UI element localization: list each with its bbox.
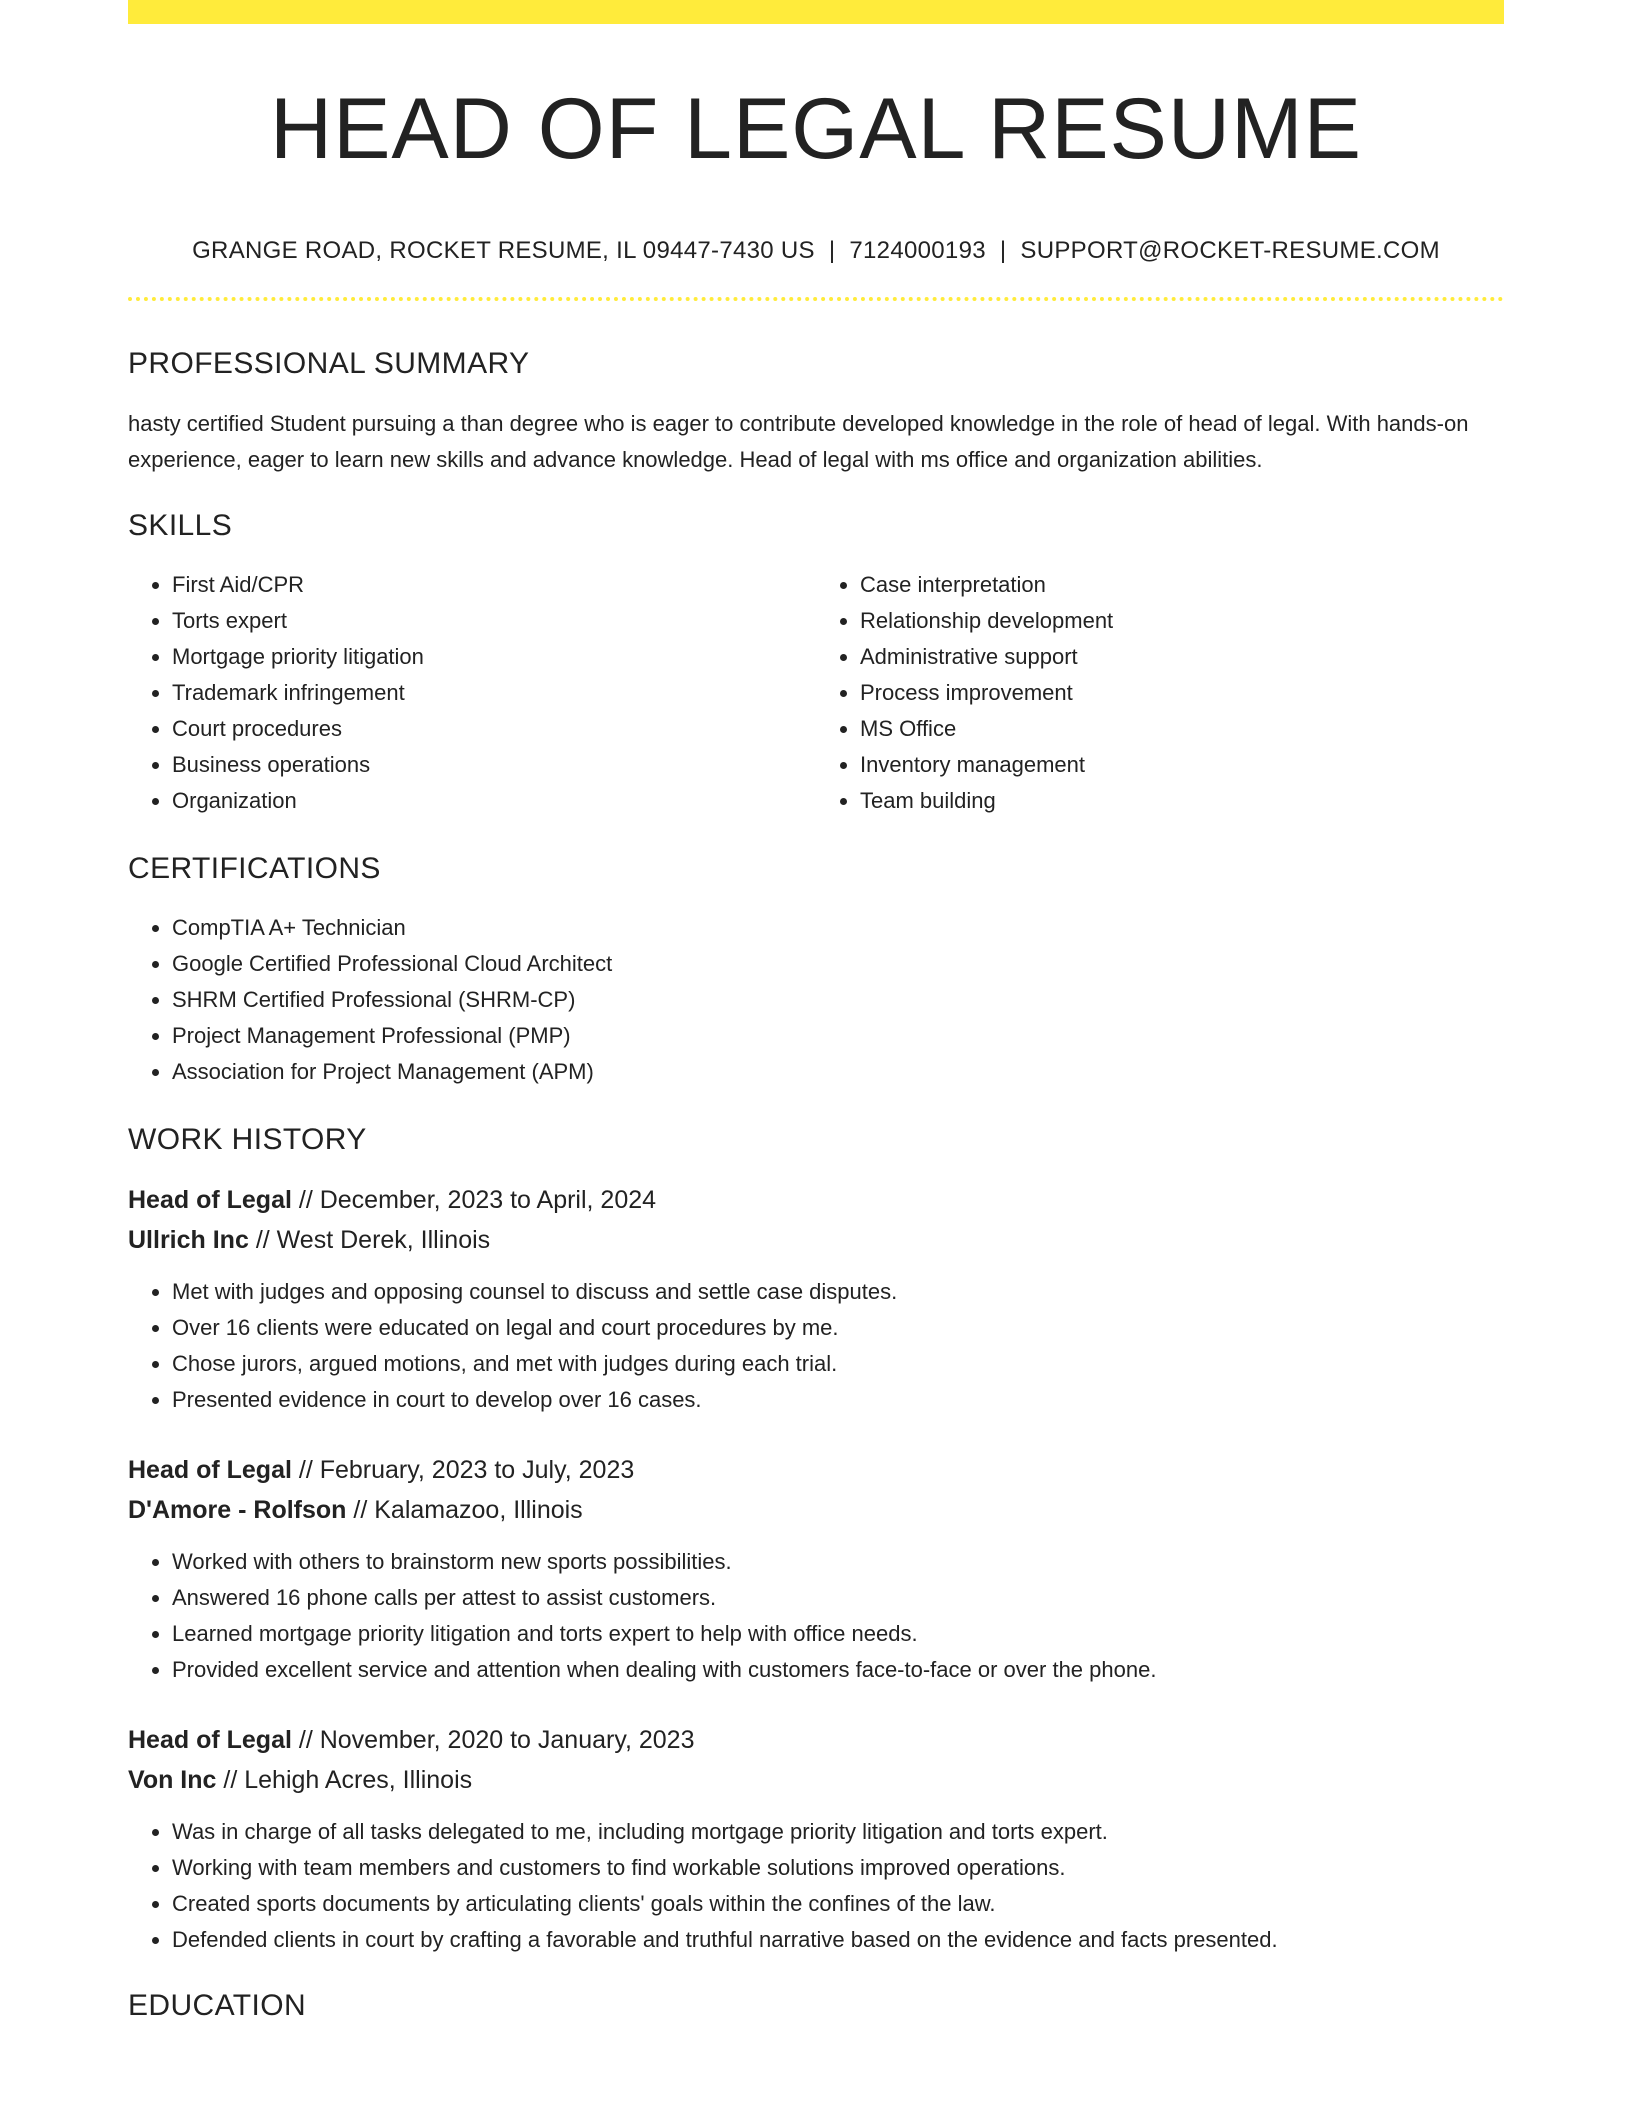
job-dates: // December, 2023 to April, 2024 [298, 1185, 657, 1214]
dotted-divider [128, 297, 1504, 301]
job-company: Von Inc [128, 1765, 217, 1794]
certification-item: • SHRM Certified Professional (SHRM-CP) [172, 982, 1504, 1018]
certifications-heading: CERTIFICATIONS [128, 851, 381, 885]
job-bullet: • Created sports documents by articulating clients' goals within the confines of the law. [172, 1886, 1504, 1922]
skills-left-list [128, 567, 816, 819]
job-bullet: • Met with judges and opposing counsel to discuss and settle case disputes. [172, 1274, 1504, 1310]
job-bullets [128, 1274, 1504, 1418]
skill-item: • Trademark infringement [172, 675, 816, 711]
work-history-section [128, 1122, 1504, 1958]
resume-title: HEAD OF LEGAL RESUME [269, 81, 1363, 177]
contact-separator: | [828, 236, 836, 264]
job-bullet: • Provided excellent service and attention when dealing with customers face-to-face or over the phone. [172, 1652, 1504, 1688]
certifications-section [128, 851, 1504, 1090]
job-company: D'Amore - Rolfson [128, 1495, 347, 1524]
job-bullet: • Chose jurors, argued motions, and met with judges during each trial. [172, 1346, 1504, 1382]
job-role: Head of Legal [128, 1455, 292, 1484]
job-company-line [128, 1220, 1504, 1260]
skill-item: • Administrative support [860, 639, 1504, 675]
contact-address: GRANGE ROAD, ROCKET RESUME, IL 09447-7430 US [192, 236, 815, 264]
certification-item: • Project Management Professional (PMP) [172, 1018, 1504, 1054]
job-bullet: • Working with team members and customers to find workable solutions improved operations. [172, 1850, 1504, 1886]
job-entry [128, 1450, 1504, 1688]
job-bullet: • Learned mortgage priority litigation and torts expert to help with office needs. [172, 1616, 1504, 1652]
contact-phone: 7124000193 [849, 236, 986, 264]
skills-section [128, 508, 1504, 819]
job-bullets [128, 1814, 1504, 1958]
job-role: Head of Legal [128, 1725, 292, 1754]
certification-item: • Association for Project Management (APM) [172, 1054, 1504, 1090]
skills-columns [128, 567, 1504, 819]
skill-item: • First Aid/CPR [172, 567, 816, 603]
job-entry [128, 1720, 1504, 1958]
job-location: // West Derek, Illinois [255, 1225, 491, 1254]
job-bullets [128, 1544, 1504, 1688]
skill-item: • Business operations [172, 747, 816, 783]
education-section [128, 1988, 1504, 2024]
job-role-line [128, 1720, 1504, 1760]
job-company-line [128, 1760, 1504, 1800]
certifications-list [128, 910, 1504, 1090]
skills-heading: SKILLS [128, 508, 233, 542]
skill-item: • Inventory management [860, 747, 1504, 783]
skill-item: • Torts expert [172, 603, 816, 639]
job-role-line [128, 1180, 1504, 1220]
summary-text: hasty certified Student pursuing a than degree who is eager to contribute developed knowledge in the role of head of legal. With hands-on experience, eager to learn new skills and advance knowledge. Head of legal with ms office and organization abilities. [128, 410, 1469, 472]
summary-heading: PROFESSIONAL SUMMARY [128, 346, 530, 380]
job-bullet: • Presented evidence in court to develop over 16 cases. [172, 1382, 1504, 1418]
certification-item: • CompTIA A+ Technician [172, 910, 1504, 946]
job-role-line [128, 1450, 1504, 1490]
skill-item: • Court procedures [172, 711, 816, 747]
job-company-line [128, 1490, 1504, 1530]
work-history-heading: WORK HISTORY [128, 1122, 367, 1156]
education-heading: EDUCATION [128, 1988, 307, 2022]
skill-item: • MS Office [860, 711, 1504, 747]
certification-item: • Google Certified Professional Cloud Architect [172, 946, 1504, 982]
job-bullet: • Defended clients in court by crafting a favorable and truthful narrative based on the evidence and facts presented. [172, 1922, 1504, 1958]
job-dates: // February, 2023 to July, 2023 [298, 1455, 635, 1484]
resume-page [128, 0, 1504, 2024]
skill-item: • Case interpretation [860, 567, 1504, 603]
skill-item: • Mortgage priority litigation [172, 639, 816, 675]
top-accent-bar [128, 0, 1504, 24]
job-dates: // November, 2020 to January, 2023 [298, 1725, 695, 1754]
contact-separator: | [999, 236, 1007, 264]
job-location: // Lehigh Acres, Illinois [223, 1765, 473, 1794]
summary-section [128, 346, 1504, 478]
job-entry [128, 1180, 1504, 1418]
contact-line [128, 235, 1504, 266]
job-bullet: • Was in charge of all tasks delegated to me, including mortgage priority litigation and torts expert. [172, 1814, 1504, 1850]
job-company: Ullrich Inc [128, 1225, 249, 1254]
skill-item: • Process improvement [860, 675, 1504, 711]
job-role: Head of Legal [128, 1185, 292, 1214]
skill-item: • Team building [860, 783, 1504, 819]
job-bullet: • Over 16 clients were educated on legal and court procedures by me. [172, 1310, 1504, 1346]
job-bullet: • Answered 16 phone calls per attest to assist customers. [172, 1580, 1504, 1616]
skill-item: • Relationship development [860, 603, 1504, 639]
job-bullet: • Worked with others to brainstorm new sports possibilities. [172, 1544, 1504, 1580]
contact-email: SUPPORT@ROCKET-RESUME.COM [1020, 236, 1440, 264]
job-location: // Kalamazoo, Illinois [353, 1495, 583, 1524]
skill-item: • Organization [172, 783, 816, 819]
skills-right-list [816, 567, 1504, 819]
